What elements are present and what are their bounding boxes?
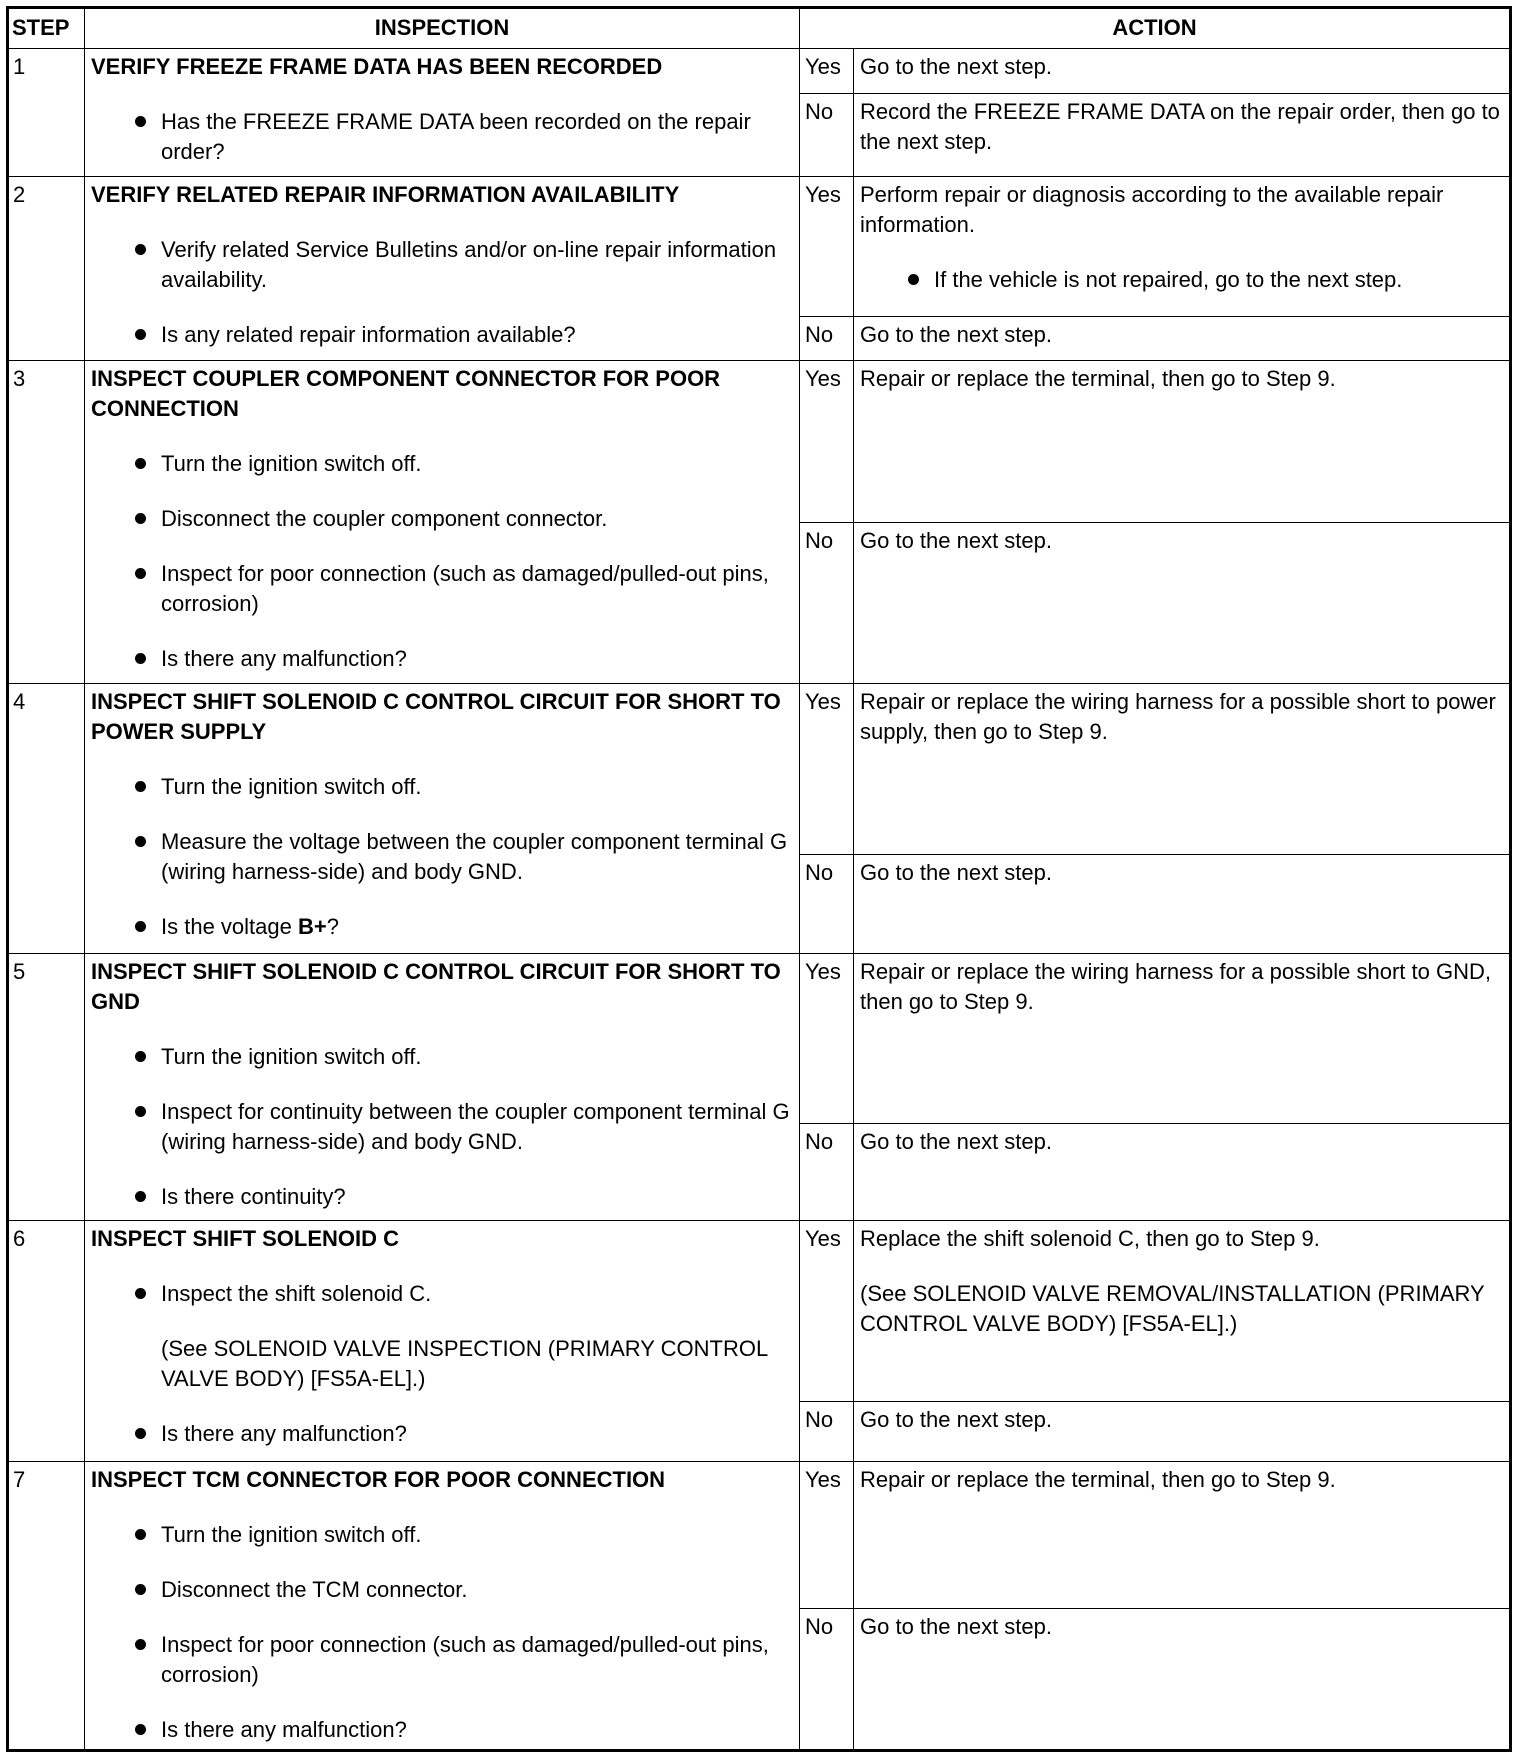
bullet-item xyxy=(91,559,793,619)
bullet-text: Is there any malfunction? xyxy=(161,1717,407,1742)
bullet-text: Disconnect the coupler component connector. xyxy=(161,506,608,531)
bullet-item xyxy=(91,644,793,674)
bullet-text: Measure the voltage between the coupler component terminal G (wiring harness-side) and body GND. xyxy=(161,829,788,884)
bullet-icon xyxy=(135,458,146,469)
action-text-block xyxy=(854,1609,1509,1645)
inspection-cell xyxy=(85,177,800,360)
bullet-text: Inspect for poor connection (such as damaged/pulled-out pins, corrosion) xyxy=(161,1632,769,1687)
answer-label: No xyxy=(800,855,854,953)
bullet-text: Turn the ignition switch off. xyxy=(161,1522,422,1547)
action-text-block xyxy=(854,49,1509,85)
bullet-text: Is there any malfunction? xyxy=(161,1421,407,1446)
bullet-item xyxy=(91,912,793,942)
action-yes xyxy=(800,1462,1509,1608)
step-number: 3 xyxy=(9,361,85,683)
bullet-text: Turn the ignition switch off. xyxy=(161,451,422,476)
action-yes xyxy=(800,684,1509,854)
action-text: Go to the next step. xyxy=(860,54,1053,79)
bullet-icon xyxy=(135,329,146,340)
inspection-cell xyxy=(85,684,800,953)
action-text-block xyxy=(854,855,1509,891)
bullet-icon xyxy=(135,1639,146,1650)
action-text-block xyxy=(854,684,1509,750)
action-text-block xyxy=(854,1124,1509,1160)
step-row xyxy=(9,953,1509,1220)
action-text: Go to the next step. xyxy=(860,322,1053,347)
bullet-text: Disconnect the TCM connector. xyxy=(161,1577,468,1602)
bullet-icon xyxy=(135,116,146,127)
bullet-item xyxy=(91,1182,793,1212)
action-text: Record the FREEZE FRAME DATA on the repair order, then go to the next step. xyxy=(860,99,1500,154)
bullet-item xyxy=(91,449,793,479)
action-cell xyxy=(800,1221,1509,1461)
inspection-title: INSPECT COUPLER COMPONENT CONNECTOR FOR POOR CONNECTION xyxy=(91,366,721,421)
answer-label: Yes xyxy=(800,1462,854,1608)
bullet-icon xyxy=(135,1724,146,1735)
action-text: Repair or replace the wiring harness for a possible short to power supply, then go to Step 9. xyxy=(860,689,1496,744)
bullet-item xyxy=(91,235,793,295)
step-number: 6 xyxy=(9,1221,85,1461)
action-yes xyxy=(800,361,1509,522)
header-inspection: INSPECTION xyxy=(85,9,800,51)
inspection-cell xyxy=(85,361,800,683)
action-cell xyxy=(800,49,1509,176)
step-row xyxy=(9,1461,1509,1749)
action-text: Repair or replace the wiring harness for a possible short to GND, then go to Step 9. xyxy=(860,959,1491,1014)
action-text: Repair or replace the terminal, then go to Step 9. xyxy=(860,1467,1336,1492)
action-text-block xyxy=(854,1462,1509,1498)
bullet-text: Is there continuity? xyxy=(161,1184,346,1209)
answer-label: Yes xyxy=(800,1221,854,1401)
action-text-block xyxy=(854,317,1509,353)
inspection-title: INSPECT TCM CONNECTOR FOR POOR CONNECTION xyxy=(91,1467,666,1492)
action-yes xyxy=(800,1221,1509,1401)
diagnostic-table xyxy=(6,6,1512,1752)
action-no xyxy=(800,93,1509,176)
bullet-text: Turn the ignition switch off. xyxy=(161,774,422,799)
action-cell xyxy=(800,1462,1509,1749)
action-text: Go to the next step. xyxy=(860,528,1053,553)
bullet-icon xyxy=(135,1191,146,1202)
bullet-item xyxy=(91,1630,793,1690)
bullet-item xyxy=(91,1097,793,1157)
action-yes xyxy=(800,49,1509,93)
bullet-item xyxy=(91,1042,793,1072)
action-text-block xyxy=(854,954,1509,1020)
bullet-text: Inspect for poor connection (such as damaged/pulled-out pins, corrosion) xyxy=(161,561,769,616)
bullet-text: Has the FREEZE FRAME DATA been recorded on the repair order? xyxy=(161,109,751,164)
bullet-text: Is the voltage xyxy=(161,914,298,939)
step-number: 1 xyxy=(9,49,85,176)
inspection-title: VERIFY FREEZE FRAME DATA HAS BEEN RECORDED xyxy=(91,54,663,79)
bullet-item xyxy=(91,1715,793,1745)
bullet-icon xyxy=(135,513,146,524)
bullet-icon xyxy=(135,836,146,847)
bullet-item xyxy=(91,107,793,167)
bullet-item xyxy=(91,827,793,887)
reference-note: (See SOLENOID VALVE REMOVAL/INSTALLATION (PRIMARY CONTROL VALVE BODY) [FS5A-EL].) xyxy=(860,1281,1485,1336)
bullet-item xyxy=(860,265,1503,295)
action-text: Replace the shift solenoid C, then go to Step 9. xyxy=(860,1226,1320,1251)
bullet-item xyxy=(91,504,793,534)
step-row xyxy=(9,48,1509,176)
bullet-text: Turn the ignition switch off. xyxy=(161,1044,422,1069)
inspection-title: INSPECT SHIFT SOLENOID C xyxy=(91,1226,400,1251)
bullet-icon xyxy=(135,781,146,792)
bullet-icon xyxy=(135,1288,146,1299)
inspection-title: INSPECT SHIFT SOLENOID C CONTROL CIRCUIT FOR SHORT TO POWER SUPPLY xyxy=(91,689,781,744)
bullet-text: Inspect the shift solenoid C. xyxy=(161,1281,432,1306)
action-text: Go to the next step. xyxy=(860,860,1053,885)
bullet-item xyxy=(91,1279,793,1309)
action-text: Repair or replace the terminal, then go to Step 9. xyxy=(860,366,1336,391)
bullet-text-end: ? xyxy=(326,914,339,939)
bullet-icon xyxy=(135,1584,146,1595)
action-no xyxy=(800,1123,1509,1220)
bullet-icon xyxy=(135,653,146,664)
answer-label: No xyxy=(800,94,854,176)
action-cell xyxy=(800,954,1509,1220)
reference-note: (See SOLENOID VALVE INSPECTION (PRIMARY CONTROL VALVE BODY) [FS5A-EL].) xyxy=(161,1336,768,1391)
step-number: 4 xyxy=(9,684,85,953)
step-number: 7 xyxy=(9,1462,85,1749)
bullet-text: Inspect for continuity between the coupler component terminal G (wiring harness-side) and body GND. xyxy=(161,1099,790,1154)
action-cell xyxy=(800,684,1509,953)
step-number: 5 xyxy=(9,954,85,1220)
action-text-block xyxy=(854,1221,1509,1342)
step-number: 2 xyxy=(9,177,85,360)
action-no xyxy=(800,854,1509,953)
bullet-text: Is there any malfunction? xyxy=(161,646,407,671)
action-no xyxy=(800,1608,1509,1749)
inspection-cell xyxy=(85,49,800,176)
action-cell xyxy=(800,361,1509,683)
action-text-block xyxy=(854,361,1509,397)
bullet-item xyxy=(91,772,793,802)
answer-label: No xyxy=(800,1124,854,1220)
bullet-icon xyxy=(135,921,146,932)
bullet-item xyxy=(91,320,793,350)
answer-label: Yes xyxy=(800,49,854,93)
action-no xyxy=(800,316,1509,360)
inspection-cell xyxy=(85,1462,800,1749)
bullet-text: If the vehicle is not repaired, go to the next step. xyxy=(934,267,1403,292)
action-yes xyxy=(800,177,1509,316)
action-yes xyxy=(800,954,1509,1123)
answer-label: Yes xyxy=(800,954,854,1123)
action-text-block xyxy=(854,177,1509,298)
inspection-cell xyxy=(85,954,800,1220)
answer-label: No xyxy=(800,1402,854,1461)
bold-text: B+ xyxy=(297,914,327,939)
action-text: Go to the next step. xyxy=(860,1129,1053,1154)
bullet-text: Verify related Service Bulletins and/or on-line repair information availability. xyxy=(161,237,777,292)
action-text-block xyxy=(854,1402,1509,1438)
action-text-block xyxy=(854,94,1509,160)
action-cell xyxy=(800,177,1509,360)
inspection-cell xyxy=(85,1221,800,1461)
action-text: Go to the next step. xyxy=(860,1407,1053,1432)
answer-label: Yes xyxy=(800,684,854,854)
bullet-item xyxy=(91,1575,793,1605)
action-text: Perform repair or diagnosis according to the available repair information. xyxy=(860,182,1444,237)
bullet-icon xyxy=(135,568,146,579)
bullet-icon xyxy=(908,274,919,285)
step-row xyxy=(9,360,1509,683)
header-step: STEP xyxy=(9,9,85,51)
answer-label: No xyxy=(800,1609,854,1749)
answer-label: No xyxy=(800,523,854,683)
step-row xyxy=(9,1220,1509,1461)
answer-label: Yes xyxy=(800,177,854,316)
bullet-item xyxy=(91,1520,793,1550)
bullet-item xyxy=(91,1419,793,1449)
action-text: Go to the next step. xyxy=(860,1614,1053,1639)
table-header xyxy=(9,9,1509,51)
header-action: ACTION xyxy=(1112,15,1197,40)
action-no xyxy=(800,1401,1509,1461)
answer-label: No xyxy=(800,317,854,360)
bullet-icon xyxy=(135,244,146,255)
bullet-text: Is any related repair information available? xyxy=(161,322,576,347)
action-text-block xyxy=(854,523,1509,559)
bullet-icon xyxy=(135,1529,146,1540)
step-row xyxy=(9,176,1509,360)
inspection-title: INSPECT SHIFT SOLENOID C CONTROL CIRCUIT FOR SHORT TO GND xyxy=(91,959,781,1014)
bullet-icon xyxy=(135,1051,146,1062)
action-no xyxy=(800,522,1509,683)
bullet-icon xyxy=(135,1106,146,1117)
inspection-title: VERIFY RELATED REPAIR INFORMATION AVAILABILITY xyxy=(91,182,680,207)
step-row xyxy=(9,683,1509,953)
answer-label: Yes xyxy=(800,361,854,522)
bullet-icon xyxy=(135,1428,146,1439)
